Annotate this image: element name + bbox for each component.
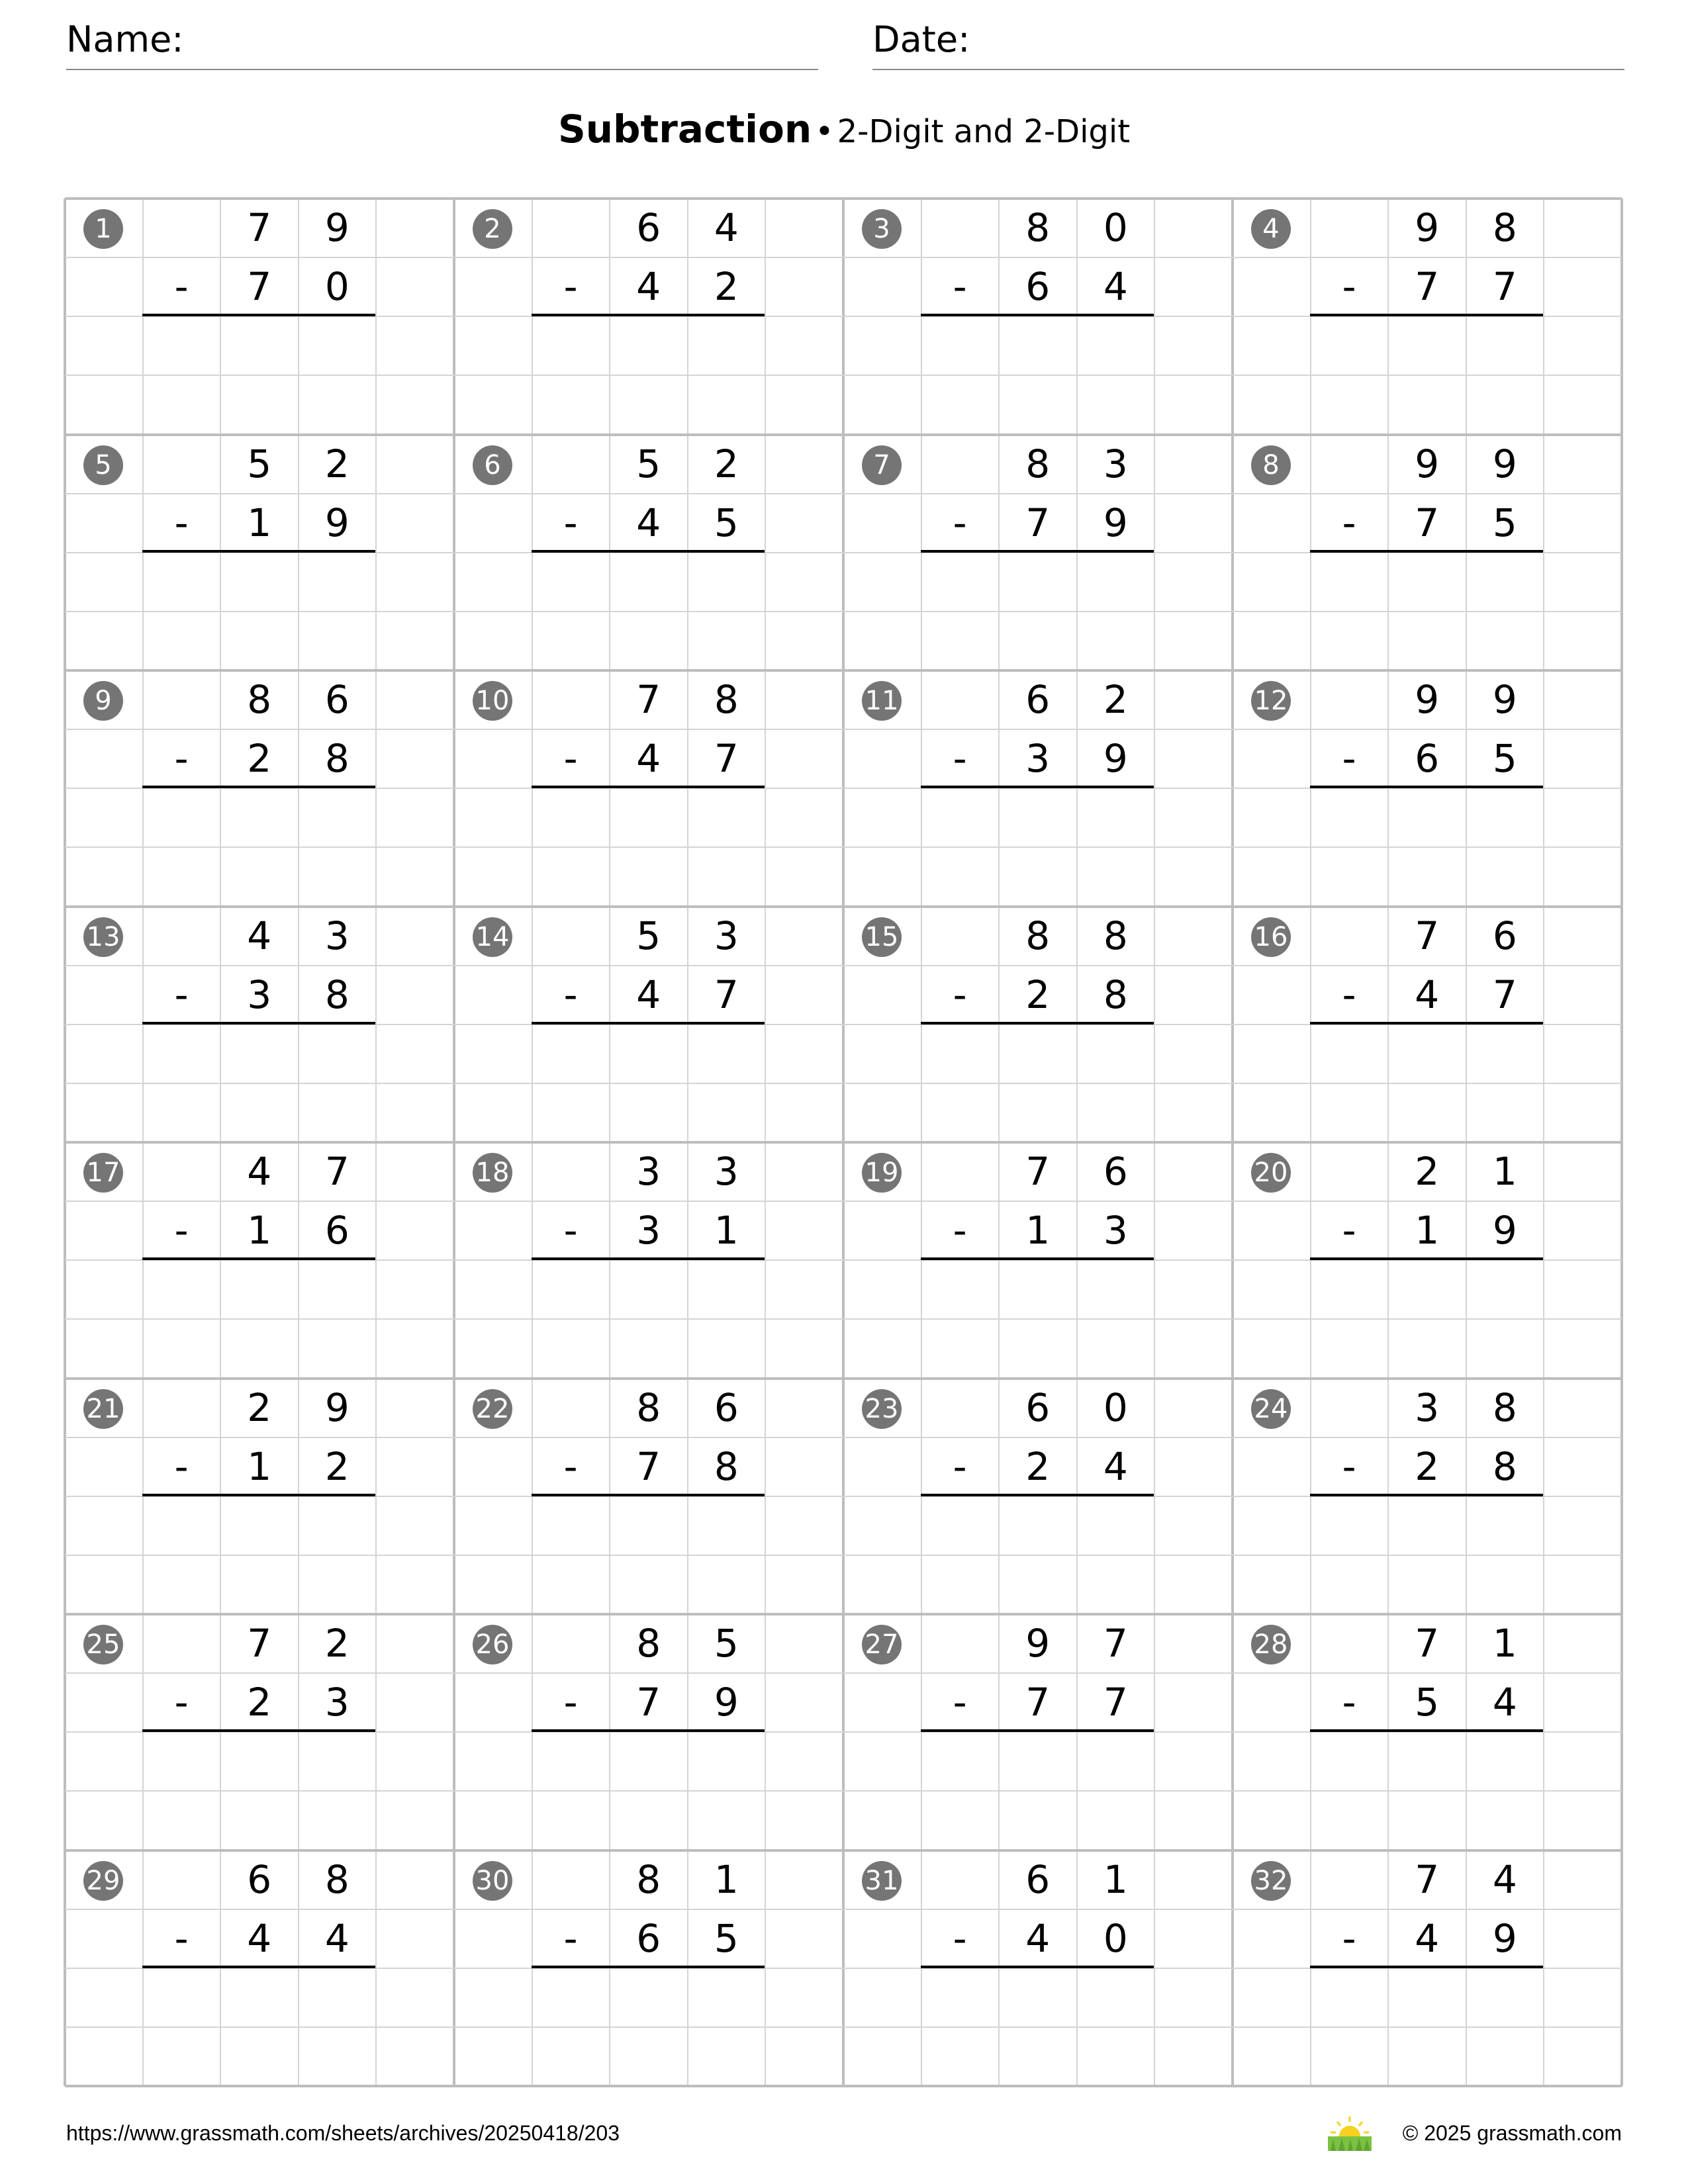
top-digit-tens: 6 xyxy=(1025,1856,1051,1902)
answer-line xyxy=(921,1022,1154,1024)
top-digit-ones: 4 xyxy=(714,205,739,250)
top-digit-tens: 6 xyxy=(636,205,661,250)
bottom-digit-tens: 7 xyxy=(1025,1680,1051,1725)
top-digit-ones: 3 xyxy=(714,913,739,958)
problem-number-badge: 24 xyxy=(1251,1389,1291,1429)
top-digit-ones: 9 xyxy=(324,1385,350,1430)
top-digit-ones: 7 xyxy=(324,1149,350,1194)
top-digit-ones: 7 xyxy=(1103,1621,1128,1666)
minus-sign: - xyxy=(953,736,967,782)
worksheet-title xyxy=(0,106,1688,162)
bottom-digit-ones: 5 xyxy=(714,500,739,545)
problem-number-badge: 19 xyxy=(862,1153,902,1193)
name-field[interactable] xyxy=(66,19,818,66)
top-digit-ones: 9 xyxy=(324,205,350,250)
answer-line xyxy=(921,314,1154,316)
top-digit-tens: 7 xyxy=(1025,1149,1051,1194)
top-digit-tens: 6 xyxy=(1025,1385,1051,1430)
problem xyxy=(454,1379,843,1614)
bottom-digit-ones: 4 xyxy=(1492,1680,1517,1725)
bottom-digit-tens: 5 xyxy=(1415,1680,1440,1725)
minus-sign: - xyxy=(563,1208,578,1253)
bottom-digit-tens: 1 xyxy=(247,1208,272,1253)
minus-sign: - xyxy=(174,736,189,782)
problem xyxy=(1233,199,1622,434)
problem xyxy=(454,907,843,1142)
footer-url: https://www.grassmath.com/sheets/archives/20250418/203 xyxy=(66,2121,620,2145)
problem-number-badge: 16 xyxy=(1251,917,1291,957)
answer-line xyxy=(1310,1729,1543,1732)
problem xyxy=(65,1379,454,1614)
problem-number-badge: 30 xyxy=(473,1861,512,1901)
answer-line xyxy=(142,1022,375,1024)
bottom-digit-tens: 6 xyxy=(1415,736,1440,782)
problem xyxy=(454,670,843,906)
problem-number-badge: 5 xyxy=(83,445,123,485)
top-digit-ones: 3 xyxy=(324,913,350,958)
bottom-digit-tens: 4 xyxy=(1025,1915,1051,1961)
bottom-digit-tens: 1 xyxy=(247,1443,272,1489)
bottom-digit-ones: 9 xyxy=(714,1680,739,1725)
bottom-digit-ones: 8 xyxy=(1492,1443,1517,1489)
answer-line xyxy=(142,550,375,553)
bottom-digit-ones: 5 xyxy=(1492,500,1517,545)
problem-number-badge: 12 xyxy=(1251,681,1291,721)
bottom-digit-tens: 2 xyxy=(1025,972,1051,1017)
top-digit-tens: 5 xyxy=(247,441,272,486)
bottom-digit-ones: 4 xyxy=(1103,264,1128,310)
problem-number-badge: 31 xyxy=(862,1861,902,1901)
bottom-digit-tens: 4 xyxy=(636,500,661,545)
minus-sign: - xyxy=(563,1915,578,1961)
top-digit-ones: 9 xyxy=(1492,441,1517,486)
bottom-digit-ones: 5 xyxy=(714,1915,739,1961)
top-digit-tens: 6 xyxy=(247,1856,272,1902)
top-digit-tens: 7 xyxy=(1415,1856,1440,1902)
bottom-digit-tens: 4 xyxy=(636,736,661,782)
top-digit-ones: 6 xyxy=(714,1385,739,1430)
top-digit-tens: 8 xyxy=(1025,913,1051,958)
bottom-digit-ones: 6 xyxy=(324,1208,350,1253)
problem xyxy=(1233,1850,1622,2086)
top-digit-ones: 6 xyxy=(324,677,350,722)
minus-sign: - xyxy=(953,264,967,310)
top-digit-tens: 6 xyxy=(1025,677,1051,722)
top-digit-ones: 2 xyxy=(324,441,350,486)
minus-sign: - xyxy=(1342,736,1356,782)
title-separator: • xyxy=(815,113,834,150)
minus-sign: - xyxy=(174,1208,189,1253)
top-digit-ones: 6 xyxy=(1103,1149,1128,1194)
bottom-digit-ones: 7 xyxy=(714,736,739,782)
top-digit-tens: 4 xyxy=(247,1149,272,1194)
top-digit-tens: 7 xyxy=(1415,1621,1440,1666)
answer-line xyxy=(532,1257,765,1260)
title-subtitle: 2-Digit and 2-Digit xyxy=(837,113,1131,150)
answer-line xyxy=(921,1257,1154,1260)
problem xyxy=(843,670,1233,906)
problem xyxy=(65,435,454,670)
minus-sign: - xyxy=(953,972,967,1017)
bottom-digit-ones: 4 xyxy=(1103,1443,1128,1489)
bottom-digit-tens: 6 xyxy=(1025,264,1051,310)
problem-number-badge: 13 xyxy=(83,917,123,957)
problem-number-badge: 14 xyxy=(473,917,512,957)
problem xyxy=(65,907,454,1142)
top-digit-tens: 3 xyxy=(1415,1385,1440,1430)
answer-line xyxy=(921,1966,1154,1968)
top-digit-ones: 9 xyxy=(1492,677,1517,722)
top-digit-tens: 7 xyxy=(247,1621,272,1666)
minus-sign: - xyxy=(953,1208,967,1253)
problem xyxy=(454,435,843,670)
minus-sign: - xyxy=(174,1680,189,1725)
bottom-digit-ones: 7 xyxy=(1492,264,1517,310)
problem xyxy=(1233,670,1622,906)
problem xyxy=(843,1142,1233,1378)
minus-sign: - xyxy=(563,736,578,782)
problem-number-badge: 2 xyxy=(473,209,512,249)
answer-line xyxy=(532,1022,765,1024)
answer-line xyxy=(142,1729,375,1732)
bottom-digit-ones: 9 xyxy=(1492,1915,1517,1961)
top-digit-tens: 2 xyxy=(247,1385,272,1430)
bottom-digit-ones: 8 xyxy=(324,736,350,782)
top-digit-tens: 8 xyxy=(636,1621,661,1666)
problem xyxy=(843,1850,1233,2086)
bottom-digit-tens: 4 xyxy=(636,264,661,310)
problem-number-badge: 9 xyxy=(83,681,123,721)
minus-sign: - xyxy=(1342,972,1356,1017)
answer-line xyxy=(1310,1257,1543,1260)
answer-line xyxy=(142,786,375,788)
problem-number-badge: 11 xyxy=(862,681,902,721)
minus-sign: - xyxy=(563,972,578,1017)
top-digit-tens: 8 xyxy=(247,677,272,722)
top-digit-ones: 2 xyxy=(1103,677,1128,722)
minus-sign: - xyxy=(1342,264,1356,310)
bottom-digit-tens: 2 xyxy=(1025,1443,1051,1489)
top-digit-tens: 8 xyxy=(1025,205,1051,250)
problem xyxy=(454,1614,843,1850)
bottom-digit-tens: 4 xyxy=(1415,972,1440,1017)
bottom-digit-ones: 2 xyxy=(714,264,739,310)
top-digit-tens: 8 xyxy=(1025,441,1051,486)
minus-sign: - xyxy=(1342,1915,1356,1961)
bottom-digit-ones: 0 xyxy=(1103,1915,1128,1961)
bottom-digit-tens: 3 xyxy=(636,1208,661,1253)
answer-line xyxy=(142,1966,375,1968)
bottom-digit-ones: 8 xyxy=(324,972,350,1017)
problem xyxy=(65,1614,454,1850)
top-digit-tens: 4 xyxy=(247,913,272,958)
top-digit-tens: 3 xyxy=(636,1149,661,1194)
problem-number-badge: 21 xyxy=(83,1389,123,1429)
bottom-digit-ones: 3 xyxy=(1103,1208,1128,1253)
bottom-digit-tens: 1 xyxy=(247,500,272,545)
top-digit-ones: 3 xyxy=(714,1149,739,1194)
minus-sign: - xyxy=(1342,1443,1356,1489)
top-digit-ones: 6 xyxy=(1492,913,1517,958)
top-digit-ones: 3 xyxy=(1103,441,1128,486)
top-digit-tens: 5 xyxy=(636,441,661,486)
problem-number-badge: 32 xyxy=(1251,1861,1291,1901)
bottom-digit-tens: 2 xyxy=(247,736,272,782)
top-digit-ones: 2 xyxy=(324,1621,350,1666)
bottom-digit-tens: 6 xyxy=(636,1915,661,1961)
title-main: Subtraction xyxy=(557,107,812,152)
date-line xyxy=(872,69,1624,70)
answer-line xyxy=(142,1494,375,1496)
bottom-digit-ones: 7 xyxy=(1492,972,1517,1017)
bottom-digit-tens: 1 xyxy=(1415,1208,1440,1253)
top-digit-tens: 9 xyxy=(1415,441,1440,486)
problem xyxy=(1233,907,1622,1142)
top-digit-ones: 4 xyxy=(1492,1856,1517,1902)
problem xyxy=(454,1850,843,2086)
answer-line xyxy=(921,786,1154,788)
problem xyxy=(1233,435,1622,670)
top-digit-tens: 7 xyxy=(1415,913,1440,958)
top-digit-ones: 8 xyxy=(714,677,739,722)
problem-number-badge: 26 xyxy=(473,1625,512,1664)
footer-copyright: © 2025 grassmath.com xyxy=(1402,2121,1622,2145)
answer-line xyxy=(142,1257,375,1260)
bottom-digit-ones: 5 xyxy=(1492,736,1517,782)
problem-number-badge: 15 xyxy=(862,917,902,957)
bottom-digit-tens: 7 xyxy=(247,264,272,310)
bottom-digit-tens: 2 xyxy=(247,1680,272,1725)
top-digit-tens: 9 xyxy=(1415,677,1440,722)
problem xyxy=(843,435,1233,670)
problem-number-badge: 8 xyxy=(1251,445,1291,485)
top-digit-ones: 8 xyxy=(324,1856,350,1902)
top-digit-ones: 1 xyxy=(1492,1149,1517,1194)
top-digit-ones: 1 xyxy=(1492,1621,1517,1666)
bottom-digit-ones: 7 xyxy=(714,972,739,1017)
minus-sign: - xyxy=(174,1915,189,1961)
bottom-digit-ones: 9 xyxy=(1103,736,1128,782)
problem xyxy=(843,907,1233,1142)
date-label: Date: xyxy=(872,19,970,60)
bottom-digit-ones: 2 xyxy=(324,1443,350,1489)
bottom-digit-tens: 7 xyxy=(636,1680,661,1725)
answer-line xyxy=(532,786,765,788)
problem-number-badge: 17 xyxy=(83,1153,123,1193)
problem-number-badge: 6 xyxy=(473,445,512,485)
minus-sign: - xyxy=(174,972,189,1017)
bottom-digit-ones: 0 xyxy=(324,264,350,310)
bottom-digit-tens: 1 xyxy=(1025,1208,1051,1253)
bottom-digit-tens: 7 xyxy=(1025,500,1051,545)
problem-number-badge: 25 xyxy=(83,1625,123,1664)
problem-number-badge: 18 xyxy=(473,1153,512,1193)
top-digit-tens: 5 xyxy=(636,913,661,958)
problem-number-badge: 20 xyxy=(1251,1153,1291,1193)
minus-sign: - xyxy=(174,1443,189,1489)
name-label: Name: xyxy=(66,19,184,60)
bottom-digit-ones: 9 xyxy=(1492,1208,1517,1253)
problem xyxy=(65,1142,454,1378)
problem xyxy=(1233,1379,1622,1614)
top-digit-ones: 0 xyxy=(1103,205,1128,250)
answer-line xyxy=(142,314,375,316)
bottom-digit-ones: 7 xyxy=(1103,1680,1128,1725)
answer-line xyxy=(1310,550,1543,553)
problem-number-badge: 27 xyxy=(862,1625,902,1664)
bottom-digit-tens: 3 xyxy=(1025,736,1051,782)
bottom-digit-tens: 2 xyxy=(1415,1443,1440,1489)
bottom-digit-tens: 4 xyxy=(1415,1915,1440,1961)
answer-line xyxy=(532,1966,765,1968)
minus-sign: - xyxy=(563,1680,578,1725)
answer-line xyxy=(1310,786,1543,788)
bottom-digit-tens: 4 xyxy=(247,1915,272,1961)
answer-line xyxy=(921,1729,1154,1732)
problem-number-badge: 3 xyxy=(862,209,902,249)
answer-line xyxy=(532,1494,765,1496)
minus-sign: - xyxy=(953,1915,967,1961)
problem xyxy=(1233,1142,1622,1378)
problem-number-badge: 22 xyxy=(473,1389,512,1429)
minus-sign: - xyxy=(953,1680,967,1725)
answer-line xyxy=(1310,1494,1543,1496)
answer-line xyxy=(1310,314,1543,316)
minus-sign: - xyxy=(563,1443,578,1489)
problem xyxy=(843,1614,1233,1850)
grass-sun-logo-icon xyxy=(1327,2115,1373,2152)
top-digit-ones: 8 xyxy=(1103,913,1128,958)
minus-sign: - xyxy=(174,500,189,545)
minus-sign: - xyxy=(174,264,189,310)
top-digit-ones: 8 xyxy=(1492,205,1517,250)
top-digit-tens: 8 xyxy=(636,1385,661,1430)
minus-sign: - xyxy=(1342,1208,1356,1253)
problem-number-badge: 28 xyxy=(1251,1625,1291,1664)
answer-line xyxy=(921,1494,1154,1496)
problem xyxy=(454,199,843,434)
minus-sign: - xyxy=(953,1443,967,1489)
top-digit-ones: 1 xyxy=(714,1856,739,1902)
answer-line xyxy=(532,1729,765,1732)
bottom-digit-tens: 7 xyxy=(1415,500,1440,545)
problem-number-badge: 4 xyxy=(1251,209,1291,249)
top-digit-ones: 8 xyxy=(1492,1385,1517,1430)
problem-number-badge: 7 xyxy=(862,445,902,485)
problem xyxy=(454,1142,843,1378)
date-field[interactable] xyxy=(872,19,1624,66)
top-digit-tens: 9 xyxy=(1415,205,1440,250)
problem xyxy=(843,1379,1233,1614)
answer-line xyxy=(532,550,765,553)
bottom-digit-ones: 8 xyxy=(1103,972,1128,1017)
top-digit-tens: 2 xyxy=(1415,1149,1440,1194)
bottom-digit-ones: 1 xyxy=(714,1208,739,1253)
problem xyxy=(65,1850,454,2086)
top-digit-ones: 2 xyxy=(714,441,739,486)
top-digit-tens: 7 xyxy=(247,205,272,250)
answer-line xyxy=(532,314,765,316)
problem-grid xyxy=(65,199,1622,2086)
bottom-digit-tens: 7 xyxy=(636,1443,661,1489)
bottom-digit-ones: 9 xyxy=(1103,500,1128,545)
minus-sign: - xyxy=(1342,1680,1356,1725)
problem-number-badge: 23 xyxy=(862,1389,902,1429)
minus-sign: - xyxy=(563,500,578,545)
top-digit-ones: 1 xyxy=(1103,1856,1128,1902)
answer-line xyxy=(1310,1022,1543,1024)
problem xyxy=(843,199,1233,434)
problem-number-badge: 10 xyxy=(473,681,512,721)
minus-sign: - xyxy=(1342,500,1356,545)
bottom-digit-ones: 8 xyxy=(714,1443,739,1489)
bottom-digit-tens: 3 xyxy=(247,972,272,1017)
answer-line xyxy=(1310,1966,1543,1968)
problem-number-badge: 1 xyxy=(83,209,123,249)
bottom-digit-tens: 7 xyxy=(1415,264,1440,310)
top-digit-tens: 7 xyxy=(636,677,661,722)
problem xyxy=(65,670,454,906)
top-digit-ones: 5 xyxy=(714,1621,739,1666)
bottom-digit-ones: 9 xyxy=(324,500,350,545)
problem xyxy=(1233,1614,1622,1850)
name-line xyxy=(66,69,818,70)
minus-sign: - xyxy=(953,500,967,545)
problem xyxy=(65,199,454,434)
bottom-digit-tens: 4 xyxy=(636,972,661,1017)
bottom-digit-ones: 4 xyxy=(324,1915,350,1961)
top-digit-tens: 9 xyxy=(1025,1621,1051,1666)
minus-sign: - xyxy=(563,264,578,310)
top-digit-tens: 8 xyxy=(636,1856,661,1902)
bottom-digit-ones: 3 xyxy=(324,1680,350,1725)
problem-number-badge: 29 xyxy=(83,1861,123,1901)
top-digit-ones: 0 xyxy=(1103,1385,1128,1430)
answer-line xyxy=(921,550,1154,553)
